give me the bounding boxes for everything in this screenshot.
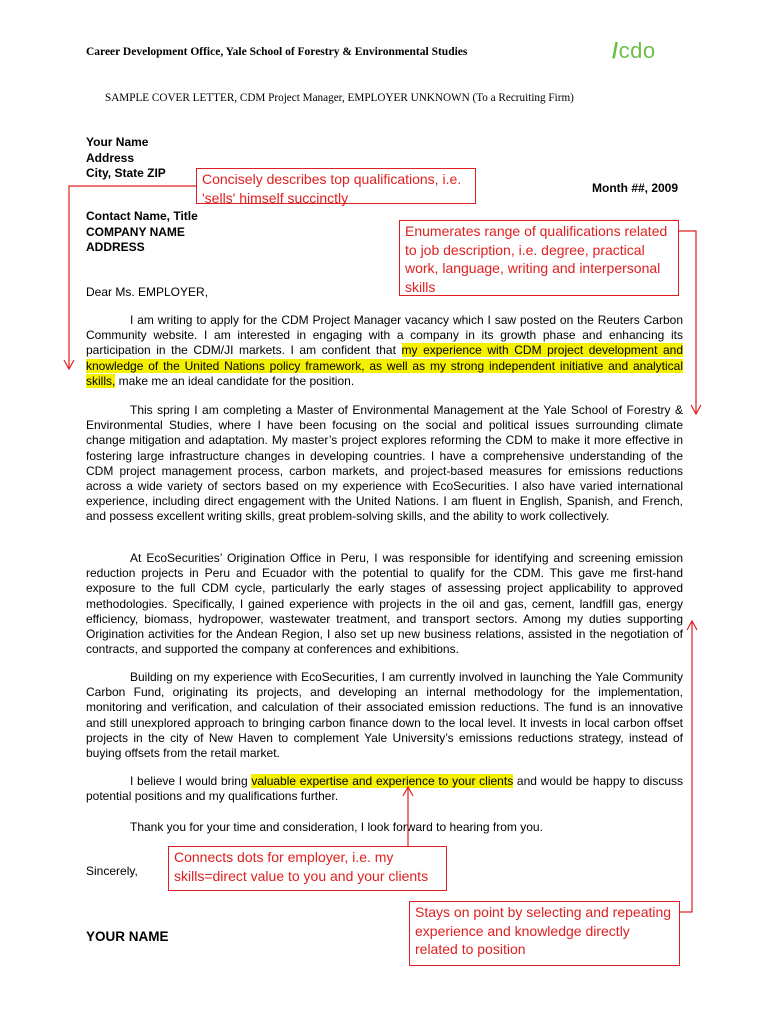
cdo-logo: /cdo [612,38,656,63]
arrow-stays-on-point [680,622,692,912]
annotation-top-qualifications: Concisely describes top qualifications, i.e. 'sells' himself succinctly [196,168,476,204]
sender-address: Address [86,150,135,165]
sender-city: City, State ZIP [86,166,166,180]
paragraph-thanks: Thank you for your time and consideration, I look forward to hearing from you. [130,820,543,834]
highlight-qualifications: my experience with CDM project development and knowledge of the United Nations policy framework, as well as my strong independent initiative and analytical skills, [86,343,684,388]
paragraph-ecosecurities: At EcoSecurities’ Origination Office in Peru, I was responsible for identifying and screening emission reduction projects in Peru and Ecuador with the potential to qualify for the CDM. This gave me first-hand exposure to the full CDM cycle, particularly the early stages of assessing project applicability to approved methodologies. Specifically, I gained experience with projects in the oil and gas, cement, landfill gas, energy efficiency, biomass, hydropower, wastewater treatment, and transport sectors. Among my duties supporting Origination activities for the Andean Region, I also set up new business relations, assisted in the negotiation of contracts, and supported the company at conferences and exhibitions. [86,551,683,657]
arrow-range-qualifications [679,231,696,413]
annotation-range-qualifications: Enumerates range of qualifications related to job description, i.e. degree, practical work, language, writing and interpersonal skills [399,220,679,296]
recipient-address: ADDRESS [86,240,145,254]
highlight-value: valuable expertise and experience to your clients [251,774,514,788]
closing: Sincerely, [86,864,138,878]
office-header: Career Development Office, Yale School of Forestry & Environmental Studies [86,46,468,58]
annotation-connects-dots: Connects dots for employer, i.e. my skills=direct value to you and your clients [168,846,447,891]
paragraph-intro: I am writing to apply for the CDM Project Manager vacancy which I saw posted on the Reuters Carbon Community website. I am interested in engaging with a company in its growth phase and enhancing its participation in the CDM/JI markets. I am confident that my experience with CDM project development and knowledge of the United Nations policy framework, as well as my strong independent initiative and analytical skills, make me an ideal candidate for the position. [86,313,684,388]
signature: YOUR NAME [86,929,169,944]
paragraph-carbon-fund: Building on my experience with EcoSecurities, I am currently involved in launching the Yale Community Carbon Fund, originating its projects, and developing an internal methodology for the implementation, monitoring and verification, and calculation of their associated emission reductions. The fund is an innovative and still unexplored approach to bringing carbon finance down to the local level. It invests in local carbon offset projects in the city of New Haven to complement Yale University’s emissions reductions strategy, instead of buying offsets from the retail market. [86,670,683,761]
sender-name: Your Name [86,135,149,149]
document-title: SAMPLE COVER LETTER, CDM Project Manager, EMPLOYER UNKNOWN (To a Recruiting Firm) [105,92,574,104]
letter-date: Month ##, 2009 [592,181,679,195]
paragraph-value: I believe I would bring valuable expertise and experience to your clients and would be happy to discuss potential positions and my qualifications further. [86,774,683,804]
salutation: Dear Ms. EMPLOYER, [86,285,209,299]
arrow-top-qualifications [69,186,196,368]
annotation-stays-on-point: Stays on point by selecting and repeating experience and knowledge directly related to position [409,901,680,966]
paragraph-education: This spring I am completing a Master of Environmental Management at the Yale School of Forestry & Environmental Studies, where I have been focusing on the social and political issues surrounding climate change mitigation and adaptation. My master’s project explores reforming the CDM to make it more effective in fostering large infrastructure changes in developing countries. I have a comprehensive understanding of the CDM project management process, carbon markets, and project-based measures for emissions reductions across a wide variety of sectors based on my experience with EcoSecurities. I also have varied international experience, including direct engagement with the United Nations. I am fluent in English, Spanish, and French, and possess excellent writing skills, great problem-solving skills, and the ability to work collectively. [86,403,683,524]
recipient-contact: Contact Name, Title [86,209,198,223]
recipient-company: COMPANY NAME [86,224,185,239]
